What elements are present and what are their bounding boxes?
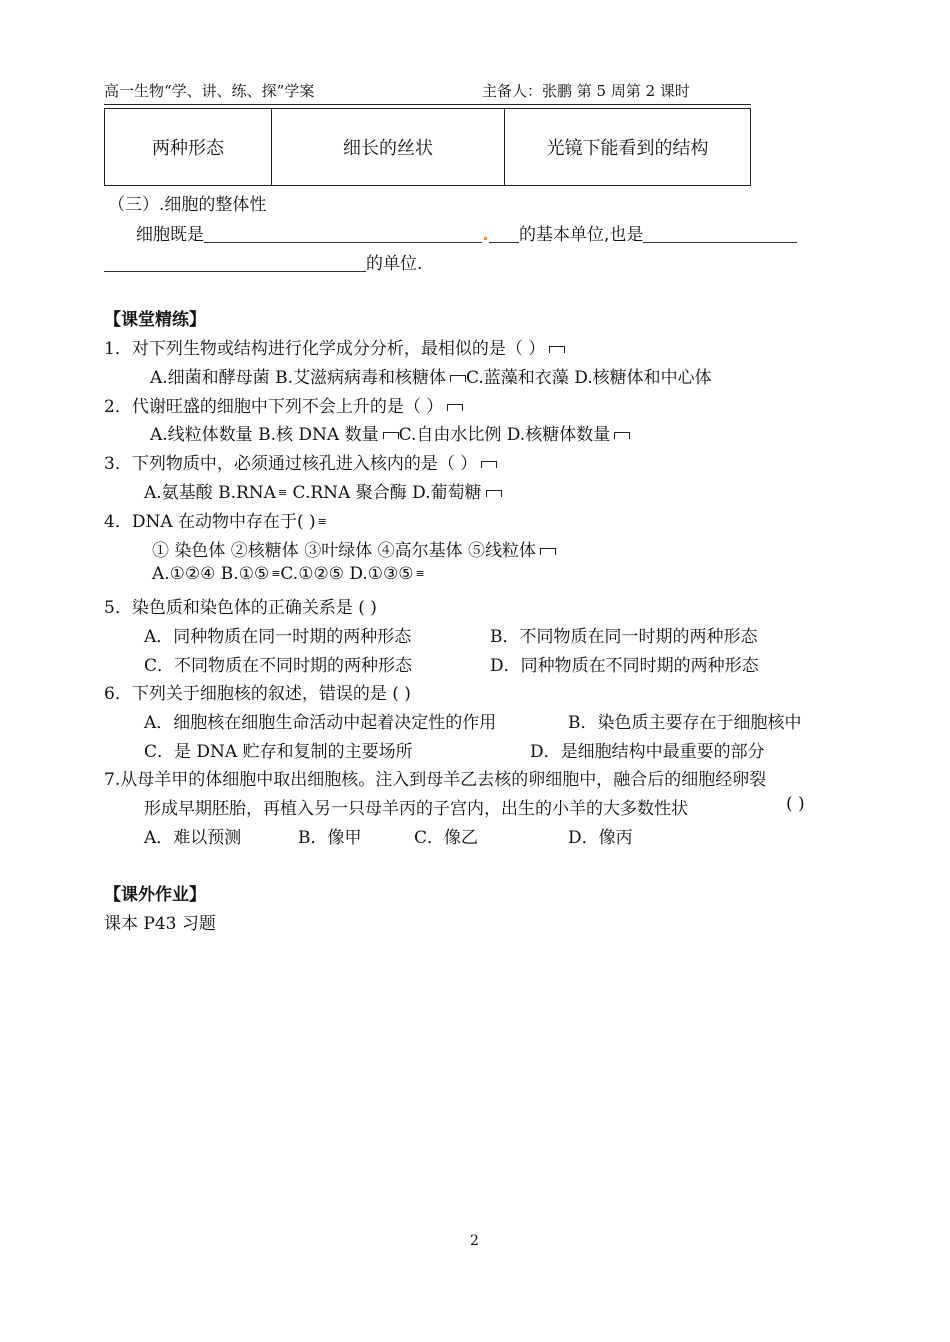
- option-text: C.①②⑤ D.①③⑤: [280, 564, 414, 584]
- option-text: C.RNA 聚合酶 D.葡萄糖: [287, 483, 482, 503]
- return-mark-icon: [447, 404, 463, 411]
- question-4-items: [152, 536, 556, 561]
- line-mark-icon: ≡: [415, 567, 425, 580]
- question-text: 2．代谢旺盛的细胞中下列不会上升的是（ ）: [104, 397, 444, 417]
- question-3-options: [144, 478, 502, 503]
- fill-text: 的单位.: [366, 254, 423, 274]
- practice-title: 【课堂精练】: [104, 310, 206, 330]
- option-5a: A．同种物质在同一时期的两种形态: [144, 627, 412, 647]
- question-7-line-2: 形成早期胚胎，再植入另一只母羊丙的子宫内，出生的小羊的大多数性状: [144, 799, 688, 819]
- answer-blank[interactable]: [489, 224, 519, 243]
- return-mark-icon: [450, 375, 466, 382]
- return-mark-icon: [614, 432, 630, 439]
- return-mark-icon: [540, 548, 556, 555]
- section-title: （三）.细胞的整体性: [108, 195, 267, 215]
- question-4-options: [152, 564, 425, 584]
- fill-line-1: [136, 220, 797, 245]
- header-left: 高一生物“学、讲、练、探”学案: [104, 82, 315, 100]
- answer-blank[interactable]: [643, 224, 797, 243]
- option-6b: B．染色质主要存在于细胞核中: [568, 713, 802, 733]
- question-2-options: [150, 420, 630, 445]
- page-number: 2: [470, 1233, 479, 1249]
- question-text: 3．下列物质中，必须通过核孔进入核内的是（ ）: [104, 454, 478, 474]
- question-text: 4．DNA 在动物中存在于( ): [104, 512, 316, 532]
- option-6a: A．细胞核在细胞生命活动中起着决定性的作用: [144, 713, 497, 733]
- fill-line-2: [104, 249, 422, 274]
- return-mark-icon: [383, 432, 399, 439]
- table-cell: 两种形态: [105, 109, 272, 186]
- answer-blank[interactable]: [104, 253, 366, 272]
- option-7b: B．像甲: [298, 828, 362, 848]
- option-text: A.线粒体数量 B.核 DNA 数量: [150, 425, 379, 445]
- homework-text: 课本 P43 习题: [104, 914, 216, 934]
- answer-blank[interactable]: [204, 224, 482, 243]
- question-5: 5．染色质和染色体的正确关系是 ( ): [104, 598, 377, 618]
- option-5c: C．不同物质在不同时期的两种形态: [144, 656, 413, 676]
- option-text: C.蓝藻和衣藻 D.核糖体和中心体: [465, 368, 712, 388]
- table-row: [105, 109, 751, 186]
- option-text: A.①②④ B.①⑤: [152, 564, 270, 584]
- option-6d: D．是细胞结构中最重要的部分: [530, 742, 765, 762]
- header-rule: [104, 104, 751, 105]
- question-6: 6．下列关于细胞核的叙述，错误的是 ( ): [104, 684, 411, 704]
- question-4: [104, 507, 327, 532]
- option-7c: C．像乙: [414, 828, 479, 848]
- line-mark-icon: ≡: [277, 486, 288, 499]
- homework-title: 【课外作业】: [104, 885, 206, 905]
- question-2: [104, 392, 463, 417]
- fill-text: 细胞既是: [136, 225, 204, 245]
- header-right: 主备人：张鹏 第 5 周第 2 课时: [482, 82, 690, 100]
- fill-text: 的基本单位,也是: [519, 225, 644, 245]
- question-7-paren: ( ): [786, 794, 805, 814]
- option-5d: D．同种物质在不同时期的两种形态: [490, 656, 759, 676]
- question-text: 1．对下列生物或结构进行化学成分分析，最相似的是（ ）: [104, 339, 546, 359]
- structure-table: [104, 108, 751, 186]
- table-cell: 细长的丝状: [272, 109, 505, 186]
- line-mark-icon: ≡: [317, 515, 327, 528]
- option-6c: C．是 DNA 贮存和复制的主要场所: [144, 742, 413, 762]
- option-5b: B．不同物质在同一时期的两种形态: [490, 627, 758, 647]
- question-1-options: [150, 363, 712, 388]
- option-text: A.细菌和酵母菌 B.艾滋病病毒和核糖体: [150, 368, 446, 388]
- option-text: ① 染色体 ②核糖体 ③叶绿体 ④高尔基体 ⑤线粒体: [152, 541, 537, 561]
- option-7d: D．像丙: [568, 828, 633, 848]
- return-mark-icon: [486, 490, 502, 497]
- question-3: [104, 449, 497, 474]
- return-mark-icon: [549, 346, 565, 353]
- option-text: C.自由水比例 D.核糖体数量: [398, 425, 611, 445]
- table-cell: 光镜下能看到的结构: [505, 109, 751, 186]
- marker-dot: [484, 237, 487, 240]
- option-text: A.氨基酸 B.RNA: [144, 483, 276, 503]
- question-7-line-1: 7.从母羊甲的体细胞中取出细胞核。注入到母羊乙去核的卵细胞中，融合后的细胞经卵裂: [104, 770, 767, 790]
- line-mark-icon: ≡: [271, 567, 281, 580]
- return-mark-icon: [481, 461, 497, 468]
- option-7a: A．难以预测: [144, 828, 242, 848]
- question-1: [104, 334, 565, 359]
